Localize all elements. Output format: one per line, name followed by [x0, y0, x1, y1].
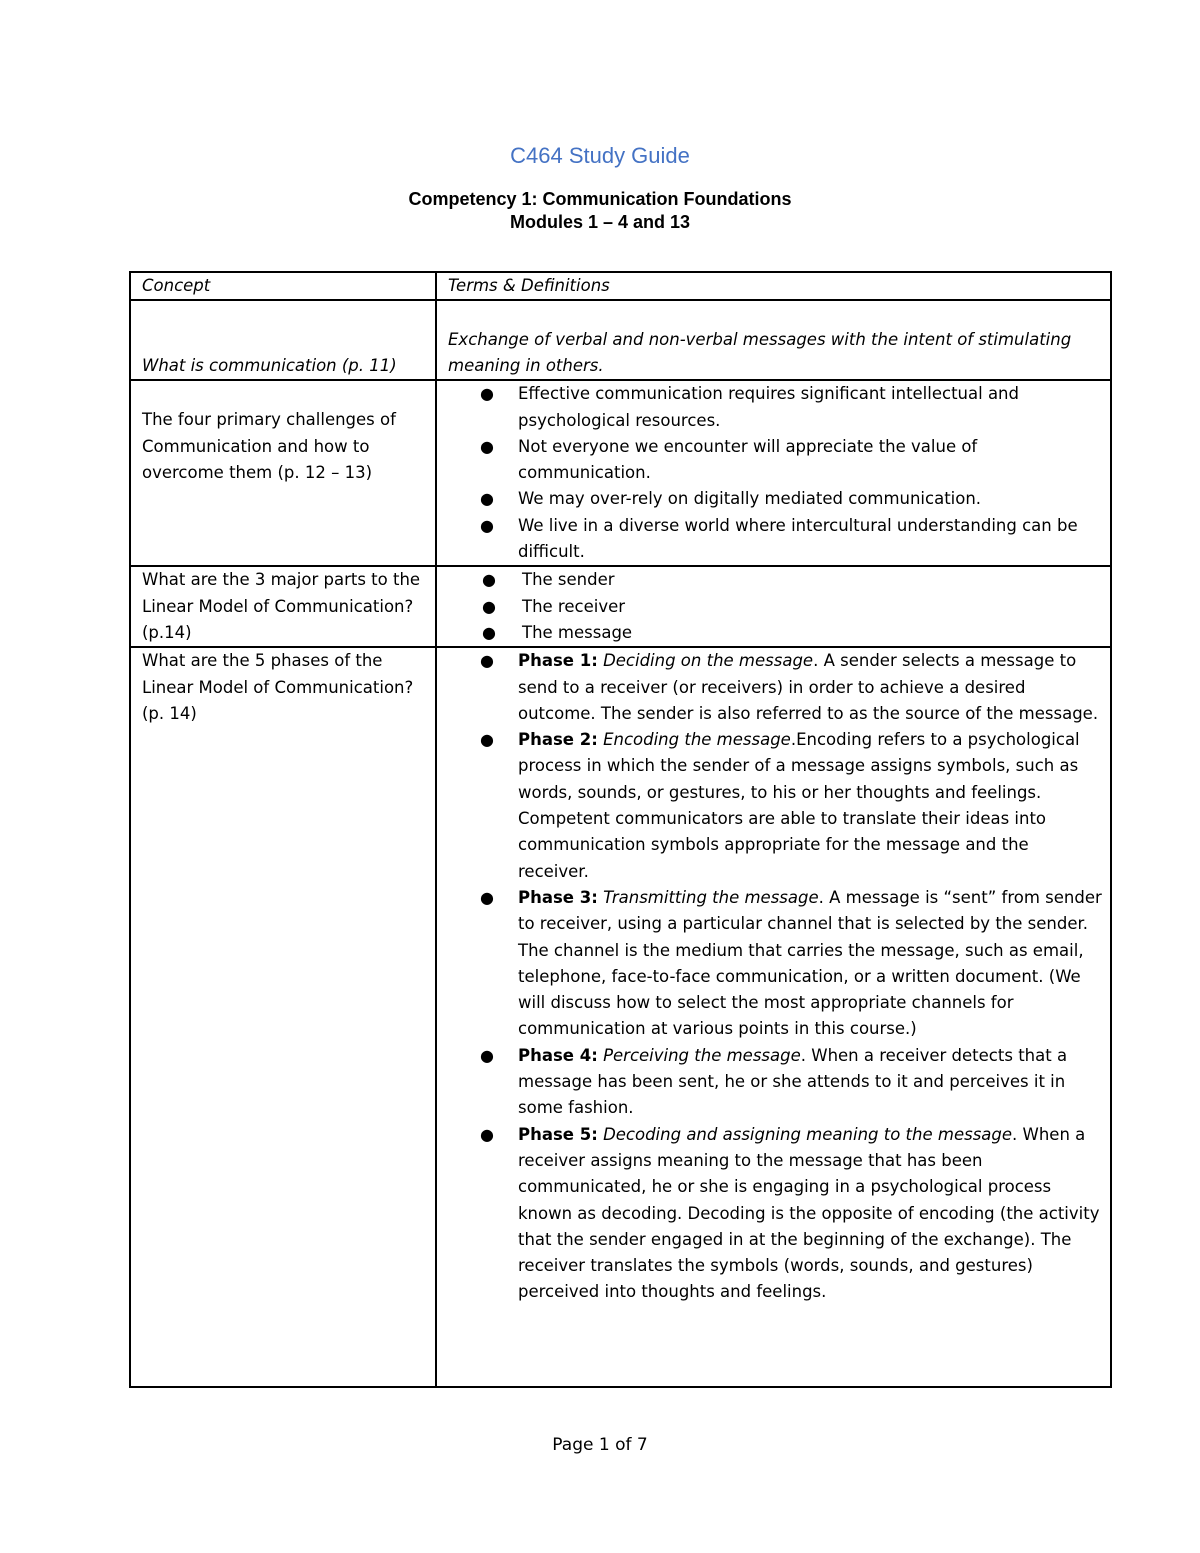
- phase-label: Phase 3:: [518, 887, 598, 907]
- list-item-text: We live in a diverse world where intercultural understanding can be difficult.: [518, 515, 1078, 562]
- list-item: [480, 1122, 1104, 1306]
- list-item-text: The message: [522, 622, 633, 642]
- phase-label: Phase 1:: [518, 651, 598, 671]
- definition-cell: Exchange of verbal and non-verbal messages with the intent of stimulating meaning in others.: [436, 300, 1111, 380]
- table-row: [130, 647, 1111, 1387]
- bullet-icon: ●: [480, 515, 494, 535]
- list-item: [482, 620, 1104, 646]
- list-item-text: The receiver: [522, 596, 626, 616]
- bullet-icon: ●: [480, 730, 494, 750]
- phase-name: Encoding the message: [603, 730, 791, 750]
- list-item-text: Effective communication requires significant intellectual and psychological resources.: [518, 384, 1019, 430]
- concept-text: The four primary challenges of Communication and how to overcome them (p. 12 – 13): [142, 410, 396, 482]
- list-item: [480, 1043, 1104, 1122]
- bullet-icon: ●: [480, 651, 494, 671]
- concept-cell: What is communication (p. 11): [130, 300, 436, 380]
- bullet-icon: ●: [480, 887, 494, 907]
- phase-text: .Encoding refers to a psychological process in which the sender of a message assigns symbols, such as words, sounds, or gestures, to his or her thoughts and feelings. Competent communicators are able to translate their ideas into communication symbols appropriate for the message and the receiver.: [518, 730, 1080, 881]
- table-row: [130, 566, 1111, 647]
- bullet-icon: ●: [482, 570, 496, 590]
- list-item: [480, 885, 1104, 1043]
- bullet-icon: ●: [480, 1045, 494, 1065]
- list-item: [480, 381, 1104, 434]
- phase-text: . When a receiver assigns meaning to the message that has been communicated, he or she is engaging in a psychological process known as decoding. Decoding is the opposite of encoding (the activity that the sender engaged in at the beginning of the exchange). The receiver translates the symbols (words, sounds, and gestures) perceived into thoughts and feelings.: [518, 1124, 1100, 1302]
- concept-cell: What are the 3 major parts to the Linear Model of Communication? (p.14): [130, 566, 436, 647]
- bullet-icon: ●: [480, 436, 494, 456]
- bullet-icon: ●: [480, 489, 494, 509]
- list-item: [480, 513, 1104, 566]
- page-number: Page 1 of 7: [552, 1435, 648, 1455]
- phase-name: Decoding and assigning meaning to the message: [603, 1124, 1013, 1144]
- definition-cell: [436, 566, 1111, 647]
- list-item: [482, 594, 1104, 620]
- phase-text: . A message is “sent” from sender to receiver, using a particular channel that is selected by the sender. The channel is the medium that carries the message, such as email, telephone, face-to-face communication, or a written document. (We will discuss how to select the most appropriate channels for communication at various points in this course.): [518, 887, 1102, 1039]
- phase-label: Phase 5:: [518, 1124, 598, 1144]
- competency-heading: Competency 1: Communication Foundations: [408, 189, 792, 209]
- concept-cell: [130, 380, 436, 566]
- phase-text: . A sender selects a message to send to a receiver (or receivers) in order to achieve a desired outcome. The sender is also referred to as the source of the message.: [518, 651, 1099, 723]
- phase-label: Phase 4:: [518, 1045, 598, 1065]
- list-item: [480, 648, 1104, 727]
- phase-label: Phase 2:: [518, 730, 598, 750]
- document-title: C464 Study Guide: [510, 143, 690, 168]
- bullet-icon: ●: [482, 596, 496, 616]
- header-terms-definitions: Terms & Definitions: [436, 272, 1111, 300]
- phase-name: Perceiving the message: [603, 1045, 801, 1065]
- phase-text: . When a receiver detects that a message has been sent, he or she attends to it and perceives it in some fashion.: [518, 1045, 1068, 1118]
- modules-heading: Modules 1 – 4 and 13: [509, 212, 691, 232]
- table-row: [130, 380, 1111, 566]
- phase-name: Deciding on the message: [603, 651, 814, 671]
- list-item: [480, 486, 1104, 512]
- list-item: [482, 567, 1104, 593]
- list-item: [480, 434, 1104, 487]
- list-item-text: The sender: [522, 570, 615, 590]
- bullet-icon: ●: [482, 622, 496, 642]
- header-concept: Concept: [130, 272, 436, 300]
- bullet-icon: ●: [480, 384, 494, 404]
- list-item-text: We may over-rely on digitally mediated communication.: [518, 489, 982, 509]
- list-item-text: Not everyone we encounter will appreciate the value of communication.: [518, 436, 978, 483]
- study-guide-table: [129, 271, 1112, 1388]
- definition-cell: [436, 647, 1111, 1387]
- list-item: [480, 727, 1104, 885]
- concept-cell: What are the 5 phases of the Linear Model of Communication? (p. 14): [130, 647, 436, 1387]
- table-row: [130, 300, 1111, 380]
- phase-name: Transmitting the message: [603, 887, 819, 907]
- table-header-row: [130, 272, 1111, 300]
- bullet-icon: ●: [480, 1124, 494, 1144]
- definition-cell: [436, 380, 1111, 566]
